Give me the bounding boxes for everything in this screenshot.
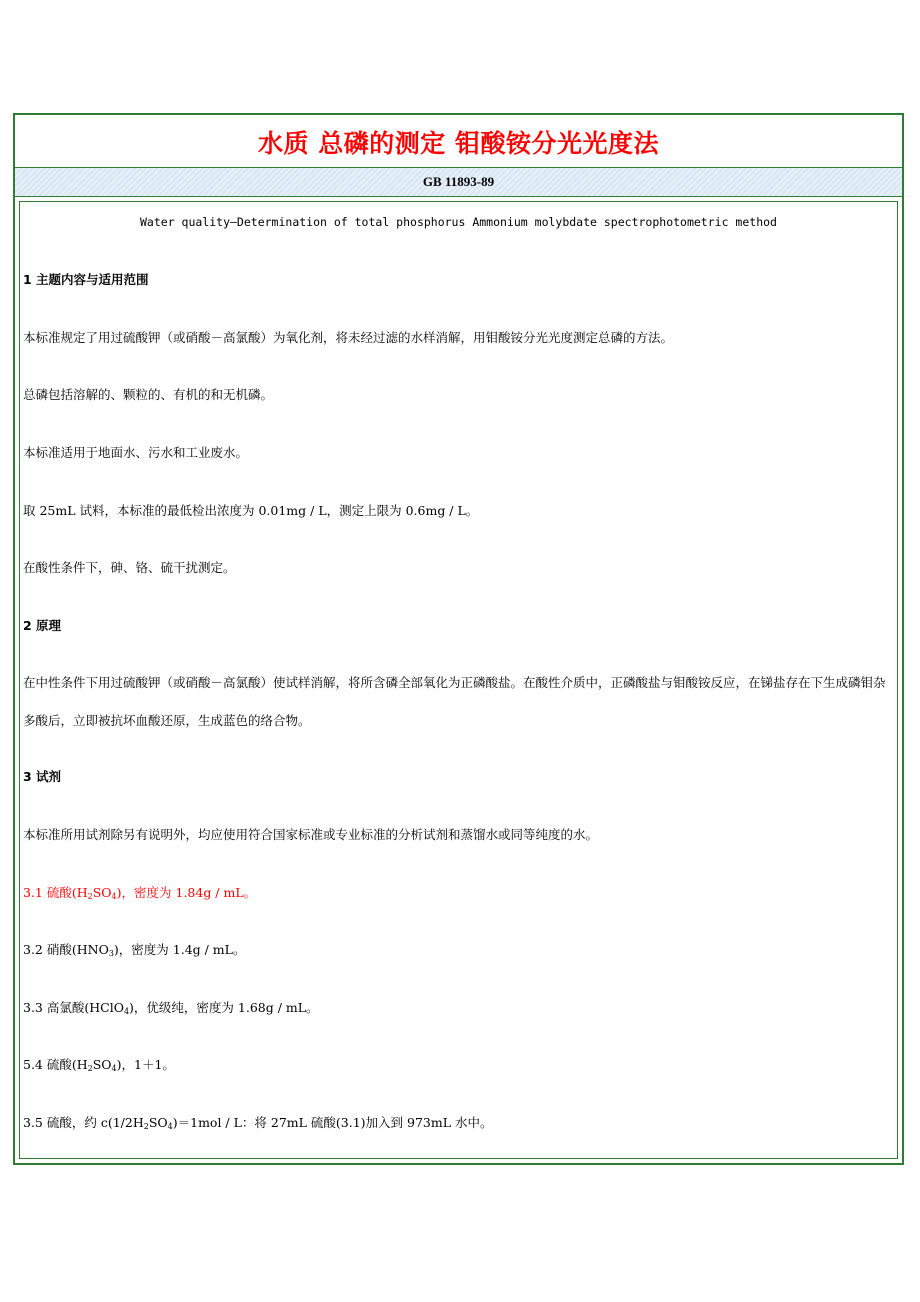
section-2-heading: 2 原理 (23, 618, 62, 633)
reagent-text: SO (92, 1057, 112, 1072)
reagent-text: 高氯酸(HClO (46, 1000, 124, 1015)
reagent-number: 5.4 (23, 1057, 47, 1072)
document-frame (13, 113, 904, 1165)
reagent-text: )，密度为 1.4g / mL。 (113, 942, 246, 957)
reagent-item (23, 941, 893, 959)
reagent-text: )，优级纯，密度为 1.68g / mL。 (129, 1000, 319, 1015)
section-1-paragraph: 本标准规定了用过硫酸钾（或硝酸－高氯酸）为氧化剂，将未经过滤的水样消解，用钼酸铵分光光度测定总磷的方法。 (23, 330, 674, 345)
subscript: 4 (111, 1064, 117, 1073)
subscript: 2 (87, 1064, 93, 1073)
reagent-text: SO (92, 885, 112, 900)
standard-code: GB 11893-89 (422, 174, 495, 189)
subscript: 2 (143, 1122, 149, 1131)
standard-code-row (15, 168, 902, 197)
section-1-paragraph: 本标准适用于地面水、污水和工业废水。 (23, 445, 249, 460)
reagent-text: 硫酸(H (46, 885, 88, 900)
reagent-item (23, 999, 893, 1017)
reagent-text: 硫酸，约 c(1/2H (46, 1115, 144, 1130)
section-1-paragraph: 取 25mL 试料，本标准的最低检出浓度为 0.01mg / L，测定上限为 0.6mg / L。 (23, 503, 479, 518)
section-3-heading: 3 试剂 (23, 769, 62, 784)
section-3-paragraph: 本标准所用试剂除另有说明外，均应使用符合国家标准或专业标准的分析试剂和蒸馏水或同等纯度的水。 (23, 827, 599, 842)
reagent-item (23, 884, 893, 902)
reagent-item (23, 1056, 893, 1074)
reagent-text: )，密度为 1.84g / mL。 (116, 885, 257, 900)
reagent-number: 3.2 (23, 942, 47, 957)
section-1-heading: 1 主题内容与适用范围 (23, 272, 149, 287)
reagent-text: )，1＋1。 (116, 1057, 175, 1072)
subscript: 4 (167, 1122, 173, 1131)
reagent-text: 硫酸(H (46, 1057, 88, 1072)
document-title: 水质 总磷的测定 钼酸铵分光光度法 (258, 129, 659, 158)
subscript: 4 (123, 1007, 130, 1016)
document-body (19, 201, 898, 1159)
section-1-paragraph: 总磷包括溶解的、颗粒的、有机的和无机磷。 (23, 387, 274, 402)
reagent-text: )＝1mol / L：将 27mL 硫酸(3.1)加入到 973mL 水中。 (172, 1115, 493, 1130)
subscript: 3 (108, 949, 114, 958)
reagent-number: 3.5 (23, 1115, 47, 1130)
section-1-paragraph: 在酸性条件下，砷、铬、硫干扰测定。 (23, 560, 236, 575)
reagent-number: 3.3 (23, 1000, 47, 1015)
english-title: Water quality—Determination of total phosphorus Ammonium molybdate spectrophotometric method (140, 215, 777, 229)
subscript: 4 (111, 892, 117, 901)
reagent-text: SO (148, 1115, 168, 1130)
section-2-paragraph: 在中性条件下用过硫酸钾（或硝酸－高氯酸）使试样消解，将所含磷全部氧化为正磷酸盐。在酸性介质中，正磷酸盐与钼酸铵反应，在锑盐存在下生成磷钼杂多酸后，立即被抗坏血酸还原，生成蓝色的络合物。 (23, 675, 886, 728)
reagent-text: 硝酸(HNO (46, 942, 109, 957)
reagent-number: 3.1 (23, 885, 47, 900)
title-row (15, 115, 902, 168)
reagent-item (23, 1114, 893, 1132)
subscript: 2 (87, 892, 93, 901)
